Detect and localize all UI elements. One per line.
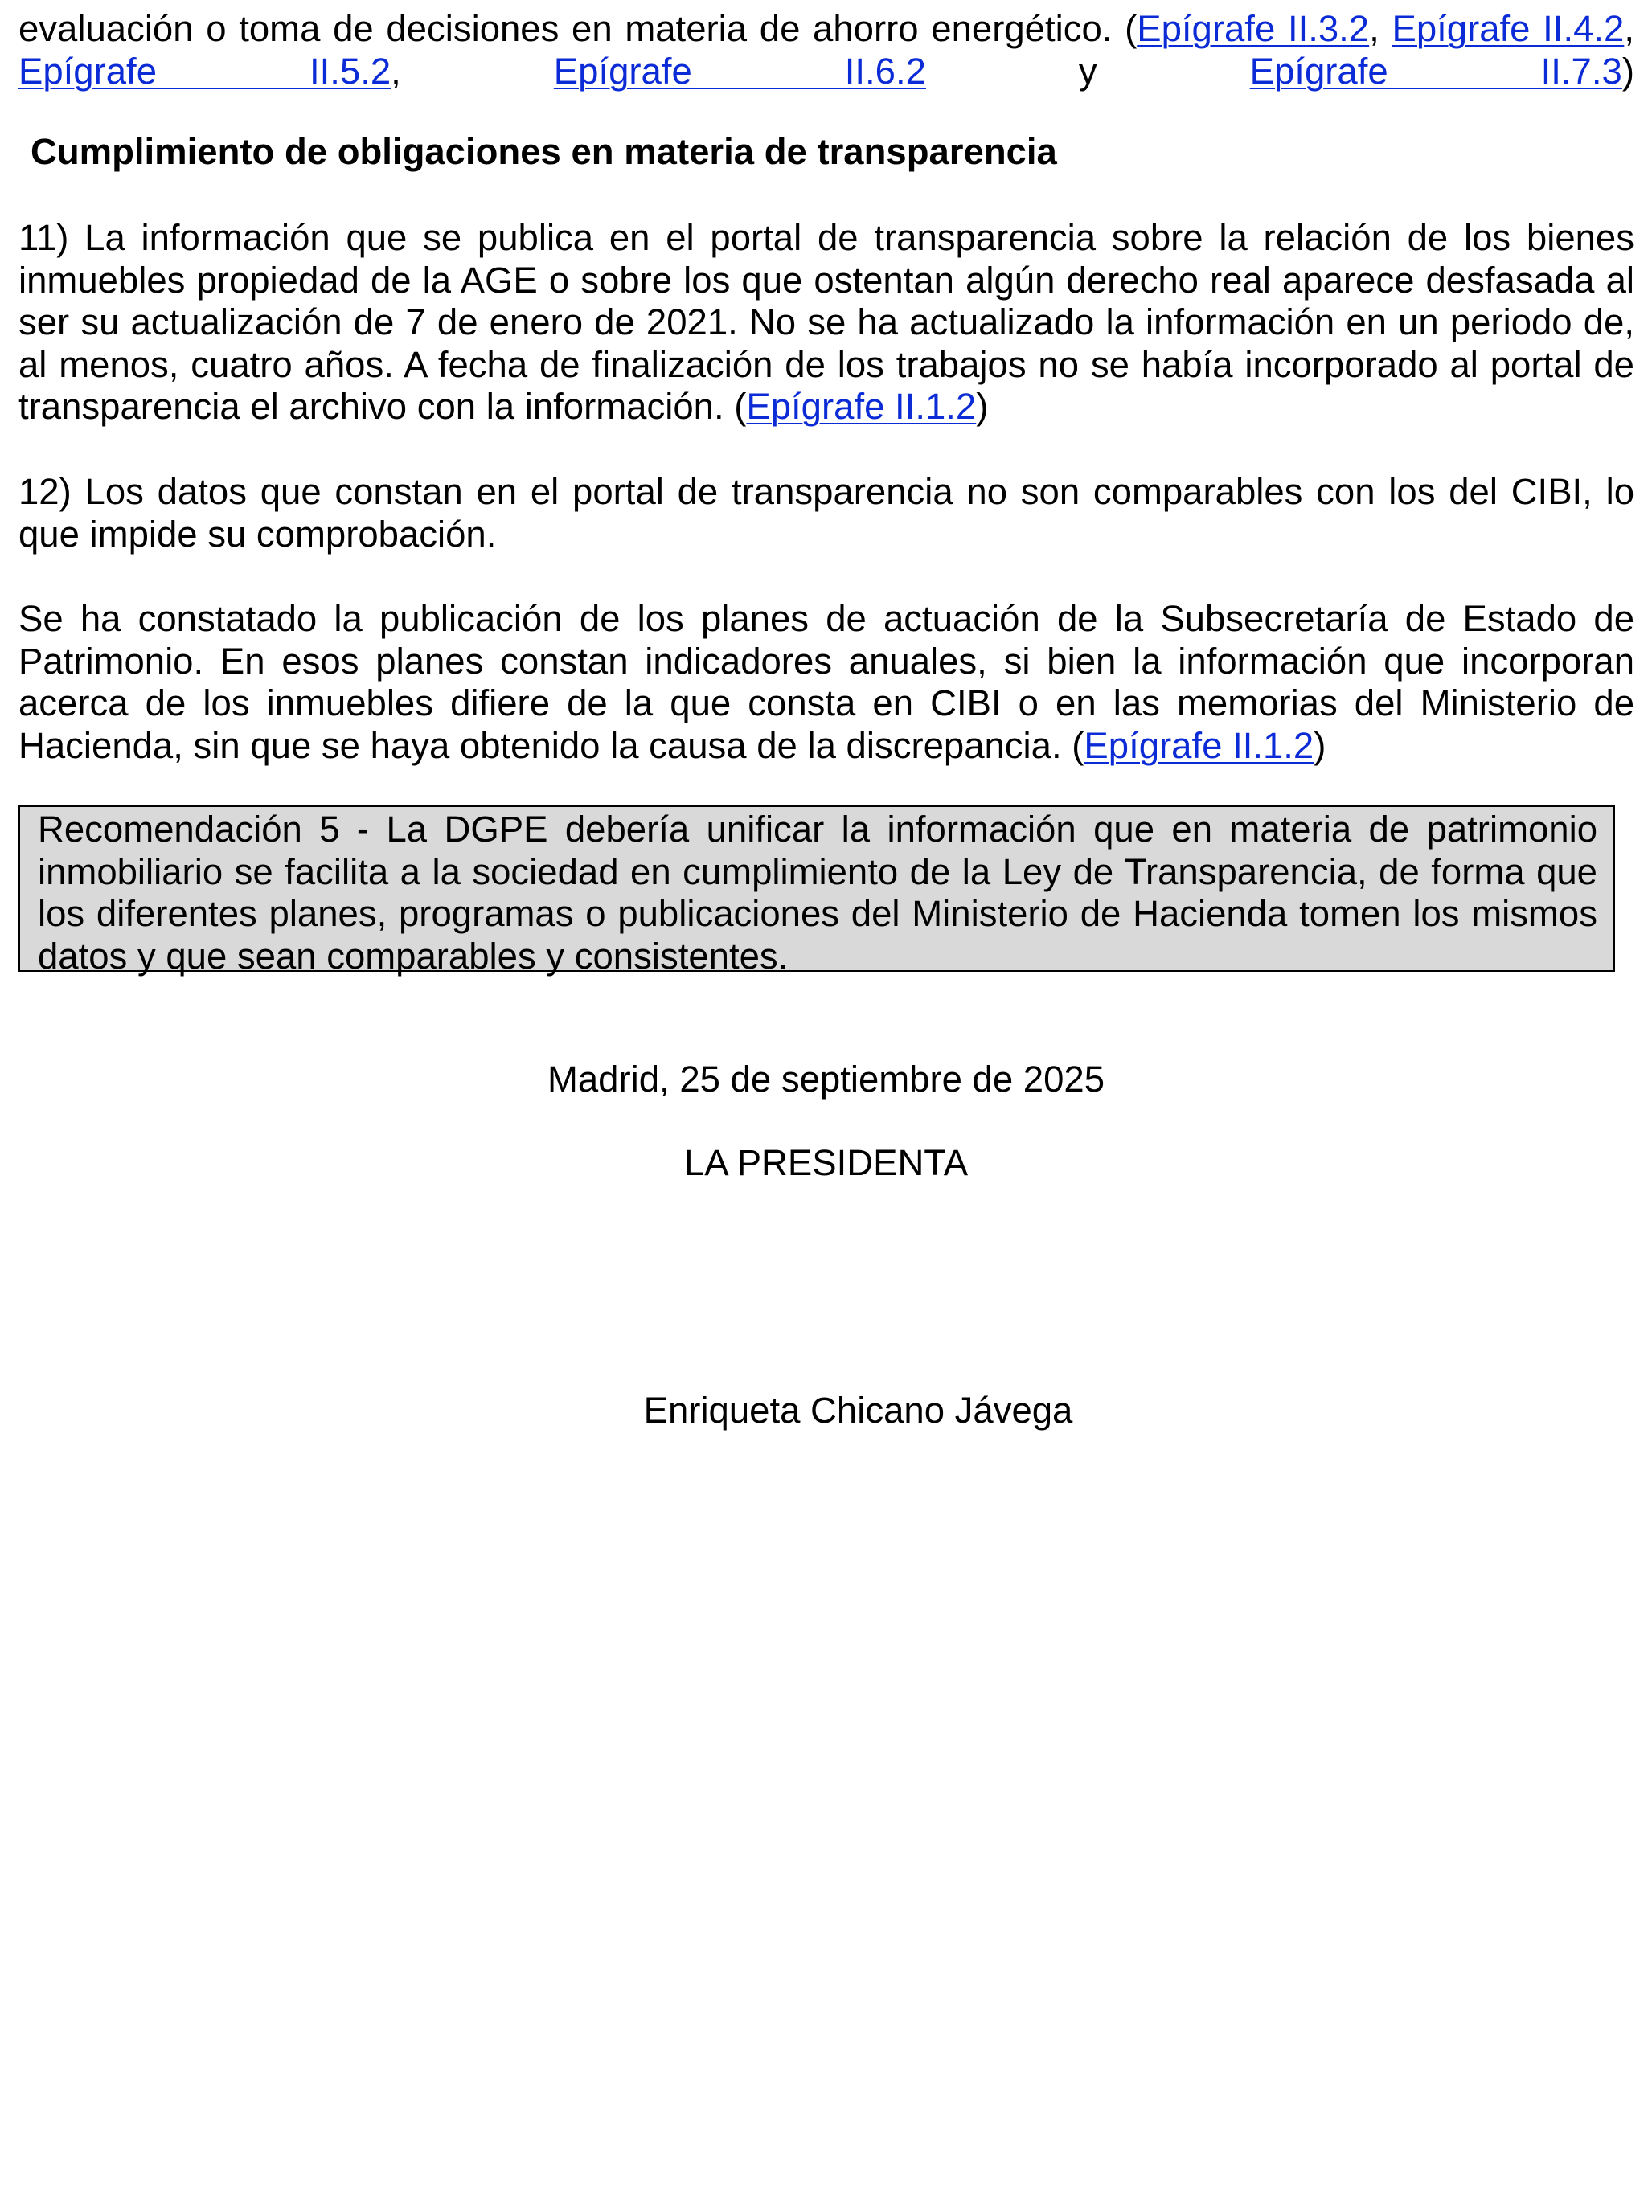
paragraph-12-text: 12) Los datos que constan en el portal de transparencia no son comparables con los del CIBI, lo que impide su comprobación. [18, 471, 1634, 555]
paragraph-12 [18, 471, 1634, 555]
paragraph-planes [18, 598, 1634, 767]
closing-paren: ) [1314, 724, 1326, 766]
link-epigrafe-ii-7-3[interactable]: Epígrafe II.7.3 [1249, 50, 1622, 92]
place-date: Madrid, 25 de septiembre de 2025 [547, 1059, 1105, 1100]
closing-paren: ) [1621, 50, 1634, 92]
link-epigrafe-ii-5-2[interactable]: Epígrafe II.5.2 [18, 50, 391, 92]
section-heading: Cumplimiento de obligaciones en materia de transparencia [31, 131, 1057, 172]
separator: , [391, 50, 554, 92]
closing-paren: ) [976, 386, 989, 427]
link-epigrafe-ii-4-2[interactable]: Epígrafe II.4.2 [1392, 8, 1625, 49]
link-epigrafe-ii-1-2[interactable]: Epígrafe II.1.2 [746, 386, 977, 427]
paragraph-11-text: 11) La información que se publica en el portal de transparencia sobre la relación de los bienes inmuebles propiedad de la AGE o sobre los que ostentan algún derecho real aparece desfasada al ser su actualización de 7 de enero de 2021. No se ha actualizado la información en un periodo de, al menos, cuatro años. A fecha de finalización de los trabajos no se había incorporado al portal de transparencia el archivo con la información. ( [18, 217, 1634, 427]
top-paragraph-text: evaluación o toma de decisiones en materia de ahorro energético. ( [18, 8, 1138, 49]
separator: , [1369, 8, 1392, 49]
signer-title: LA PRESIDENTA [683, 1142, 969, 1183]
signer-name: Enriqueta Chicano Jávega [643, 1390, 1073, 1431]
paragraph-planes-text: Se ha constatado la publicación de los planes de actuación de la Subsecretaría de Estado de Patrimonio. En esos planes constan indicadores anuales, si bien la información que incorporan acerca de los inmuebles difiere de la que consta en CIBI o en las memorias del Ministerio de Hacienda, sin que se haya obtenido la causa de la discrepancia. ( [18, 598, 1634, 766]
recommendation-text: Recomendación 5 - La DGPE debería unificar la información que en materia de patrimonio inmobiliario se facilita a la sociedad en cumplimiento de la Ley de Transparencia, de forma que los diferentes planes, programas o publicaciones del Ministerio de Hacienda tomen los mismos datos y que sean comparables y consistentes. [38, 809, 1597, 977]
separator: y [925, 50, 1250, 92]
link-epigrafe-ii-3-2[interactable]: Epígrafe II.3.2 [1137, 8, 1370, 49]
link-epigrafe-ii-6-2[interactable]: Epígrafe II.6.2 [553, 50, 926, 92]
recommendation-box [18, 805, 1615, 977]
link-epigrafe-ii-1-2-second[interactable]: Epígrafe II.1.2 [1084, 724, 1314, 766]
separator: , [1624, 8, 1634, 49]
paragraph-11 [18, 217, 1634, 428]
top-paragraph [18, 8, 1634, 92]
